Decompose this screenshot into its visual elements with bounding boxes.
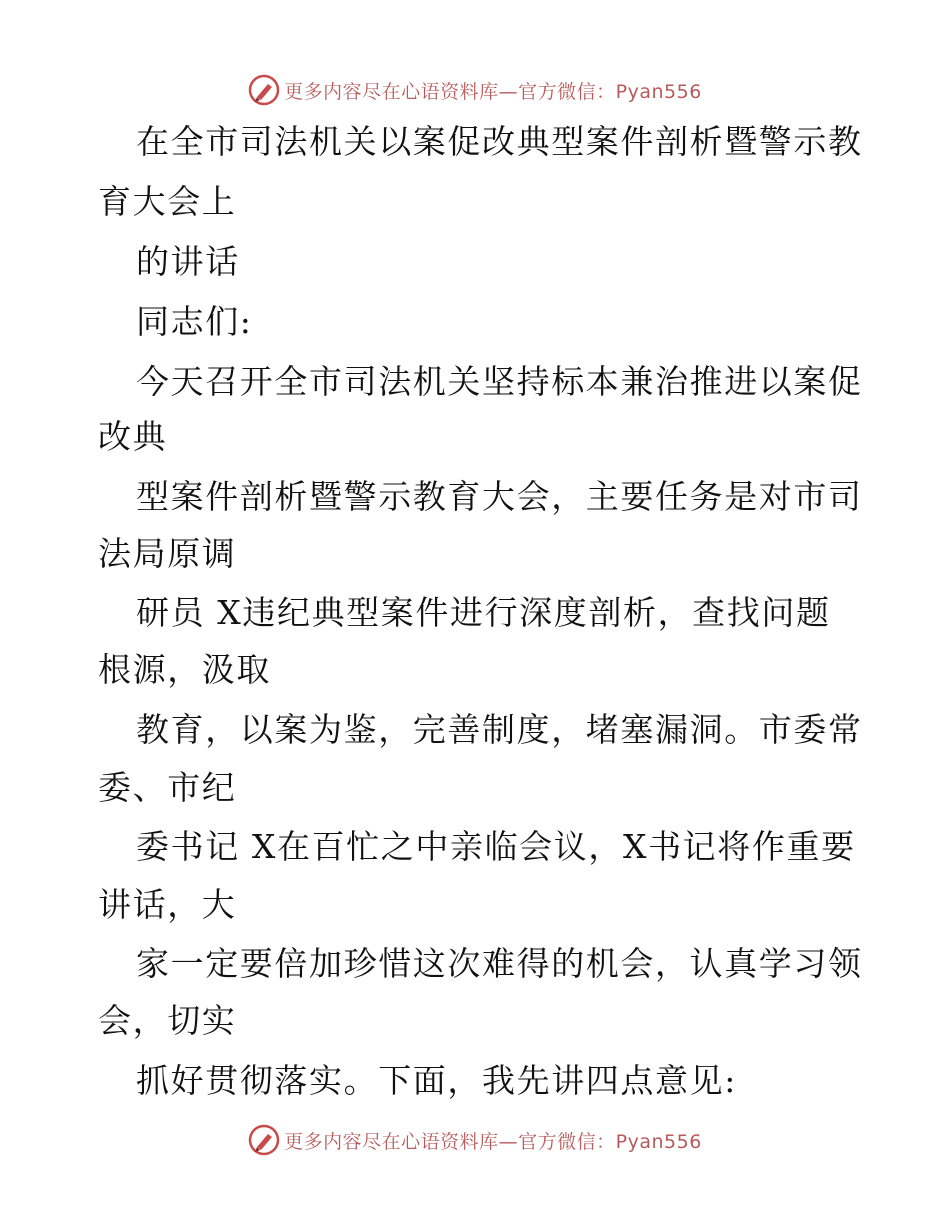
paragraph-line: 家一定要倍加珍惜这次难得的机会，认真学习领 [136,944,863,983]
paragraph-line: 型案件剖析暨警示教育大会，主要任务是对市司 [136,477,863,516]
paragraph-line: 教育，以案为鉴，完善制度，堵塞漏洞。市委常 [136,710,863,749]
watermark-text: 更多内容尽在心语资料库—官方微信：Pyan556 [284,80,702,103]
paragraph-line: 会，切实 [98,1001,237,1040]
pen-logo-icon [248,1124,280,1156]
paragraph-line: 研员 X违纪典型案件进行深度剖析，查找问题 [136,593,831,632]
paragraph-line: 委书记 X在百忙之中亲临会议，X书记将作重要 [136,827,856,866]
paragraph-line: 今天召开全市司法机关坚持标本兼治推进以案促 [136,362,863,401]
title-line-3: 的讲话 [136,242,240,281]
salutation: 同志们: [136,302,253,341]
paragraph-line: 根源，汲取 [98,650,271,689]
paragraph-line: 抓好贯彻落实。下面，我先讲四点意见: [136,1061,737,1100]
footer-watermark [0,1120,950,1160]
paragraph-line: 法局原调 [98,534,237,573]
title-line-1: 在全市司法机关以案促改典型案件剖析暨警示教 [136,122,863,161]
watermark-text: 更多内容尽在心语资料库—官方微信：Pyan556 [284,1130,702,1153]
header-watermark [0,70,950,110]
paragraph-line: 讲话，大 [98,885,237,924]
paragraph-line: 改典 [98,417,168,456]
title-line-2: 育大会上 [98,182,237,221]
pen-logo-icon [248,74,280,106]
paragraph-line: 委、市纪 [98,768,237,807]
